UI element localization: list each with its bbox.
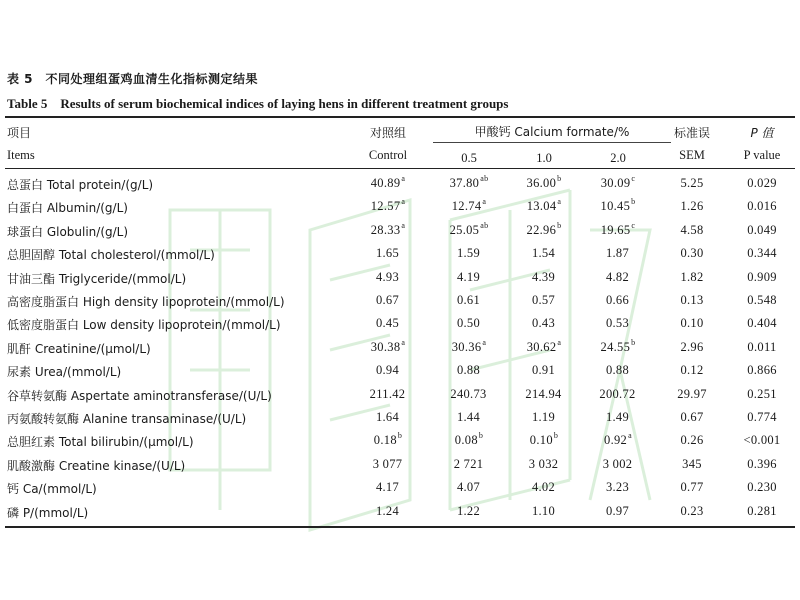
cell-level-2-0-value: 19.65 bbox=[600, 222, 631, 237]
cell-sem-value: 345 bbox=[682, 456, 702, 471]
cell-control bbox=[370, 337, 406, 355]
cell-item: 低密度脂蛋白 Low density lipoprotein/(mmol/L) bbox=[7, 318, 281, 333]
cell-level-0-5 bbox=[457, 410, 481, 425]
table-caption-cn: 表 5 不同处理组蛋鸡血清生化指标测定结果 bbox=[7, 72, 259, 86]
cell-control-value: 28.33 bbox=[370, 222, 401, 237]
cell-control-value: 0.18 bbox=[373, 433, 397, 448]
header-items-en: Items bbox=[7, 148, 35, 162]
table-row bbox=[0, 359, 800, 382]
cell-control bbox=[376, 246, 400, 261]
cell-level-1-0-value: 214.94 bbox=[525, 386, 562, 401]
cell-sem-value: 4.58 bbox=[680, 222, 704, 237]
significance-letter: b bbox=[631, 197, 636, 207]
cell-level-0-5 bbox=[457, 316, 481, 331]
header-p-en: P value bbox=[743, 148, 781, 162]
cell-level-0-5 bbox=[457, 363, 481, 378]
cell-level-1-0 bbox=[532, 246, 556, 261]
header-level-0-5: 0.5 bbox=[461, 151, 477, 165]
cell-sem-value: 0.67 bbox=[680, 410, 704, 424]
bottom-rule bbox=[5, 526, 795, 528]
cell-sem bbox=[682, 457, 702, 472]
cell-p-value-value: 0.774 bbox=[747, 410, 777, 424]
cell-control-value: 4.17 bbox=[375, 480, 400, 495]
table-row bbox=[0, 336, 800, 359]
cell-level-1-0 bbox=[532, 316, 556, 331]
cell-sem bbox=[680, 199, 703, 214]
cell-item: 谷草转氨酶 Aspertate aminotransferase/(U/L) bbox=[7, 388, 272, 403]
cell-control bbox=[376, 270, 400, 285]
cell-level-0-5-value: 1.44 bbox=[456, 410, 481, 424]
cell-control bbox=[376, 363, 400, 378]
cell-p-value bbox=[747, 504, 777, 519]
cell-sem bbox=[680, 246, 703, 261]
cell-level-0-5-value: 30.36 bbox=[451, 339, 482, 354]
cell-level-0-5 bbox=[457, 480, 481, 495]
significance-letter: b bbox=[557, 174, 562, 183]
cell-item: 高密度脂蛋白 High density lipoprotein/(mmol/L) bbox=[7, 295, 285, 309]
cell-level-1-0 bbox=[526, 337, 562, 355]
cell-sem bbox=[680, 410, 703, 425]
significance-letter: a bbox=[482, 197, 487, 207]
cell-item: 白蛋白 Albumin/(g/L) bbox=[7, 201, 128, 216]
significance-letter: a bbox=[401, 197, 406, 207]
cell-level-2-0 bbox=[601, 176, 635, 191]
table-row bbox=[0, 312, 800, 335]
cell-level-2-0 bbox=[606, 480, 630, 495]
cell-control-value: 30.38 bbox=[370, 339, 401, 354]
cell-level-1-0-value: 13.04 bbox=[526, 199, 557, 214]
cell-level-2-0 bbox=[599, 387, 636, 402]
cell-level-1-0-value: 1.19 bbox=[531, 410, 556, 424]
cell-sem-value: 29.97 bbox=[677, 386, 707, 401]
cell-control bbox=[376, 293, 400, 308]
cell-sem-value: 1.26 bbox=[680, 199, 704, 214]
cell-p-value-value: 0.909 bbox=[747, 269, 777, 284]
cell-level-0-5 bbox=[449, 220, 489, 238]
cell-sem-value: 0.23 bbox=[680, 503, 704, 518]
cell-control-value: 4.93 bbox=[375, 269, 400, 284]
table-row bbox=[0, 476, 800, 499]
cell-p-value-value: 0.230 bbox=[747, 480, 777, 495]
cell-item: 丙氨酸转氨酶 Alanine transaminase/(U/L) bbox=[7, 412, 247, 426]
cell-level-0-5-value: 25.05 bbox=[449, 222, 480, 237]
cell-sem bbox=[680, 316, 703, 331]
cell-level-2-0 bbox=[606, 504, 630, 519]
cell-control bbox=[376, 480, 400, 495]
cell-level-2-0-value: 1.87 bbox=[605, 246, 630, 261]
cell-level-2-0-value: 3.23 bbox=[605, 480, 630, 495]
significance-letter: ab bbox=[480, 174, 489, 183]
cell-level-0-5-value: 4.19 bbox=[456, 269, 481, 284]
cell-item: 总胆红素 Total bilirubin/(μmol/L) bbox=[7, 435, 194, 450]
cell-item: 球蛋白 Globulin/(g/L) bbox=[7, 224, 129, 239]
header-sem-cn: 标准误 bbox=[673, 126, 711, 140]
cell-level-2-0-value: 24.55 bbox=[600, 339, 631, 354]
header-calcium-formate: 甲酸钙 Calcium formate/% bbox=[474, 125, 630, 139]
cell-level-1-0 bbox=[527, 199, 561, 214]
cell-item: 总蛋白 Total protein/(g/L) bbox=[7, 178, 154, 192]
cell-level-2-0-value: 30.09 bbox=[600, 176, 631, 190]
cell-level-0-5 bbox=[457, 270, 481, 285]
cell-level-0-5 bbox=[454, 457, 485, 472]
cell-control-value: 0.67 bbox=[375, 293, 400, 307]
cell-sem-value: 0.26 bbox=[680, 433, 704, 448]
cell-level-1-0 bbox=[532, 270, 556, 285]
cell-p-value-value: 0.029 bbox=[747, 176, 777, 190]
cell-level-2-0 bbox=[606, 270, 630, 285]
table-row bbox=[0, 500, 800, 523]
cell-p-value bbox=[747, 199, 777, 214]
cell-level-0-5 bbox=[457, 293, 481, 308]
cell-sem bbox=[680, 176, 703, 191]
cell-control bbox=[371, 176, 405, 191]
cell-level-1-0-value: 3 032 bbox=[528, 456, 559, 471]
cell-sem bbox=[680, 363, 703, 378]
cell-item: 磷 P/(mmol/L) bbox=[7, 505, 89, 520]
cell-control bbox=[376, 410, 400, 425]
cell-level-0-5-value: 240.73 bbox=[450, 386, 487, 401]
cell-level-2-0 bbox=[604, 433, 632, 448]
cell-level-1-0 bbox=[530, 433, 558, 448]
cell-level-0-5-value: 37.80 bbox=[449, 176, 480, 190]
significance-letter: a bbox=[401, 220, 406, 230]
cell-p-value bbox=[747, 387, 777, 402]
group-sub-rule bbox=[433, 142, 671, 143]
significance-letter: a bbox=[557, 197, 562, 207]
cell-level-2-0 bbox=[606, 293, 630, 308]
cell-control-value: 0.94 bbox=[375, 363, 400, 378]
cell-level-1-0-value: 0.57 bbox=[531, 293, 556, 307]
cell-level-2-0-value: 0.92 bbox=[604, 433, 628, 448]
cell-level-0-5-value: 0.61 bbox=[456, 293, 481, 307]
cell-level-2-0-value: 0.88 bbox=[605, 363, 630, 378]
cell-sem-value: 0.77 bbox=[680, 480, 704, 495]
cell-p-value-value: 0.344 bbox=[747, 246, 777, 261]
cell-level-1-0 bbox=[527, 176, 562, 191]
cell-item: 肌酐 Creatinine/(μmol/L) bbox=[7, 341, 151, 356]
table-row bbox=[0, 429, 800, 452]
cell-sem-value: 1.82 bbox=[680, 269, 704, 284]
cell-p-value bbox=[747, 363, 777, 378]
cell-p-value bbox=[747, 223, 777, 238]
significance-letter: b bbox=[631, 337, 636, 347]
cell-item: 尿素 Urea/(mmol/L) bbox=[7, 365, 122, 380]
table-row bbox=[0, 172, 800, 195]
cell-level-1-0 bbox=[532, 410, 556, 425]
cell-level-0-5 bbox=[450, 387, 487, 402]
cell-control-value: 3 077 bbox=[372, 456, 403, 471]
cell-level-1-0 bbox=[526, 220, 562, 238]
table-row bbox=[0, 242, 800, 265]
cell-level-2-0 bbox=[600, 337, 636, 355]
cell-level-0-5-value: 4.07 bbox=[456, 480, 481, 495]
cell-sem-value: 0.10 bbox=[680, 316, 704, 331]
cell-level-2-0 bbox=[606, 316, 630, 331]
significance-letter: a bbox=[557, 337, 562, 347]
cell-level-1-0 bbox=[532, 293, 556, 308]
cell-level-2-0-value: 200.72 bbox=[599, 386, 636, 401]
top-rule bbox=[5, 116, 795, 118]
cell-level-2-0-value: 0.53 bbox=[605, 316, 630, 331]
cell-p-value bbox=[747, 293, 777, 308]
cell-level-1-0-value: 36.00 bbox=[526, 176, 557, 190]
cell-sem bbox=[680, 293, 703, 308]
cell-control bbox=[376, 316, 400, 331]
cell-level-1-0-value: 30.62 bbox=[526, 339, 557, 354]
significance-letter: c bbox=[631, 174, 636, 183]
cell-p-value-value: 0.049 bbox=[747, 222, 777, 237]
cell-level-0-5-value: 12.74 bbox=[451, 199, 482, 214]
cell-p-value bbox=[747, 246, 777, 261]
header-control-en: Control bbox=[368, 148, 408, 162]
cell-sem-value: 0.13 bbox=[680, 293, 704, 307]
cell-p-value-value: 0.016 bbox=[747, 199, 777, 214]
cell-level-2-0-value: 1.49 bbox=[605, 410, 630, 424]
cell-level-1-0-value: 0.91 bbox=[531, 363, 556, 378]
cell-level-0-5-value: 1.59 bbox=[456, 246, 481, 261]
cell-control-value: 1.64 bbox=[375, 410, 400, 424]
cell-level-2-0 bbox=[606, 363, 630, 378]
cell-item: 肌酸激酶 Creatine kinase/(U/L) bbox=[7, 458, 186, 473]
cell-p-value-value: 0.251 bbox=[747, 386, 777, 401]
header-rule bbox=[5, 168, 795, 169]
cell-sem bbox=[680, 504, 703, 519]
table-row bbox=[0, 406, 800, 429]
significance-letter: a bbox=[401, 174, 406, 183]
cell-level-1-0 bbox=[529, 457, 560, 472]
cell-level-2-0 bbox=[601, 199, 636, 214]
cell-level-1-0-value: 1.10 bbox=[531, 503, 556, 518]
cell-item: 总胆固醇 Total cholesterol/(mmol/L) bbox=[7, 248, 215, 263]
cell-p-value-value: 0.404 bbox=[747, 316, 777, 331]
cell-level-0-5 bbox=[451, 337, 487, 355]
cell-level-1-0 bbox=[532, 480, 556, 495]
cell-level-0-5 bbox=[450, 176, 489, 191]
table-row bbox=[0, 266, 800, 289]
cell-control bbox=[370, 387, 407, 402]
cell-control bbox=[371, 199, 405, 214]
header-level-1-0: 1.0 bbox=[536, 151, 552, 165]
significance-letter: b bbox=[397, 431, 403, 441]
cell-level-1-0 bbox=[532, 504, 556, 519]
cell-level-0-5-value: 0.88 bbox=[456, 363, 481, 378]
cell-control-value: 1.65 bbox=[375, 246, 400, 261]
significance-letter: b bbox=[553, 431, 559, 441]
table-row bbox=[0, 219, 800, 242]
header-sem-en: SEM bbox=[679, 148, 705, 162]
cell-level-2-0-value: 4.82 bbox=[605, 269, 630, 284]
cell-level-0-5 bbox=[457, 246, 481, 261]
cell-p-value-value: 0.281 bbox=[747, 503, 777, 518]
cell-sem bbox=[680, 270, 703, 285]
cell-level-1-0-value: 22.96 bbox=[526, 222, 557, 237]
cell-control-value: 40.89 bbox=[370, 176, 401, 190]
cell-item: 钙 Ca/(mmol/L) bbox=[7, 482, 97, 497]
cell-level-0-5 bbox=[457, 504, 481, 519]
cell-item: 甘油三酯 Triglyceride/(mmol/L) bbox=[7, 271, 187, 286]
cell-p-value bbox=[747, 270, 777, 285]
cell-level-2-0 bbox=[606, 410, 630, 425]
cell-level-2-0-value: 3 002 bbox=[602, 456, 633, 471]
significance-letter: c bbox=[631, 220, 636, 230]
cell-level-1-0-value: 1.54 bbox=[531, 246, 556, 261]
cell-level-0-5 bbox=[452, 199, 486, 214]
cell-control bbox=[370, 220, 406, 238]
cell-level-1-0-value: 4.02 bbox=[531, 480, 556, 495]
cell-level-2-0-value: 10.45 bbox=[600, 199, 631, 214]
cell-p-value-value: <0.001 bbox=[743, 433, 781, 448]
cell-level-1-0-value: 0.43 bbox=[531, 316, 556, 331]
significance-letter: a bbox=[482, 337, 487, 347]
cell-sem bbox=[680, 433, 703, 448]
cell-p-value bbox=[747, 316, 777, 331]
header-control-cn: 对照组 bbox=[369, 126, 407, 140]
table-row bbox=[0, 453, 800, 476]
cell-p-value bbox=[744, 433, 781, 448]
cell-sem-value: 5.25 bbox=[680, 176, 704, 190]
cell-level-1-0 bbox=[525, 387, 562, 402]
cell-level-2-0-value: 0.97 bbox=[605, 503, 630, 518]
header-level-2-0: 2.0 bbox=[610, 151, 626, 165]
table-row bbox=[0, 289, 800, 312]
cell-p-value-value: 0.396 bbox=[747, 456, 777, 471]
significance-letter: b bbox=[478, 431, 484, 441]
cell-level-2-0 bbox=[606, 246, 630, 261]
cell-sem-value: 2.96 bbox=[680, 339, 704, 354]
cell-control-value: 211.42 bbox=[369, 386, 406, 401]
cell-level-0-5-value: 2 721 bbox=[453, 456, 484, 471]
cell-level-1-0-value: 4.39 bbox=[531, 269, 556, 284]
cell-level-0-5 bbox=[455, 433, 483, 448]
cell-p-value bbox=[747, 410, 777, 425]
header-p-cn: P 值 bbox=[750, 126, 774, 140]
cell-control-value: 1.24 bbox=[375, 503, 400, 518]
cell-level-1-0 bbox=[532, 363, 556, 378]
cell-sem bbox=[680, 480, 703, 495]
cell-control bbox=[374, 433, 402, 448]
cell-level-1-0-value: 0.10 bbox=[529, 433, 553, 448]
cell-control-value: 0.45 bbox=[375, 316, 400, 331]
cell-p-value-value: 0.011 bbox=[747, 339, 777, 354]
cell-p-value bbox=[747, 176, 777, 191]
cell-sem bbox=[680, 223, 703, 238]
cell-p-value bbox=[747, 480, 777, 495]
cell-sem-value: 0.12 bbox=[680, 363, 704, 378]
table-row bbox=[0, 383, 800, 406]
cell-level-2-0-value: 0.66 bbox=[605, 293, 630, 307]
header-items-cn: 项目 bbox=[7, 126, 32, 140]
cell-p-value-value: 0.548 bbox=[747, 293, 777, 307]
cell-sem bbox=[680, 340, 703, 355]
cell-control bbox=[376, 504, 400, 519]
cell-level-0-5-value: 0.50 bbox=[456, 316, 481, 331]
cell-level-0-5-value: 0.08 bbox=[454, 433, 478, 448]
cell-level-2-0 bbox=[600, 220, 636, 238]
cell-control bbox=[373, 457, 404, 472]
cell-sem-value: 0.30 bbox=[680, 246, 704, 261]
table-row bbox=[0, 195, 800, 218]
cell-level-0-5-value: 1.22 bbox=[456, 503, 481, 518]
table-caption-en: Table 5 Results of serum biochemical indices of laying hens in different treatment groups bbox=[7, 96, 509, 111]
cell-p-value bbox=[747, 340, 776, 355]
significance-letter: a bbox=[401, 337, 406, 347]
cell-level-2-0 bbox=[603, 457, 634, 472]
significance-letter: ab bbox=[480, 220, 489, 230]
cell-p-value bbox=[747, 457, 777, 472]
significance-letter: a bbox=[628, 431, 632, 441]
significance-letter: b bbox=[557, 220, 562, 230]
cell-sem bbox=[677, 387, 707, 402]
cell-control-value: 12.57 bbox=[370, 199, 401, 214]
cell-p-value-value: 0.866 bbox=[747, 363, 777, 378]
